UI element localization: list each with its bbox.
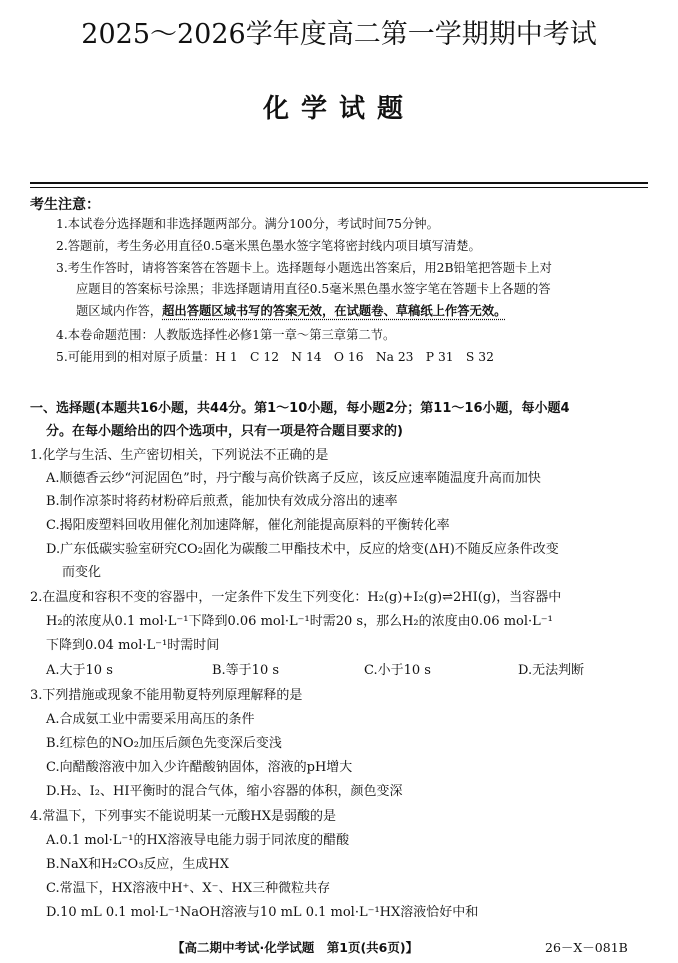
notice-item: 1.本试卷分选择题和非选择题两部分。满分100分，考试时间75分钟。 [56,217,439,231]
question-option: C.常温下，HX溶液中H⁺、X⁻、HX三种微粒共存 [46,881,331,896]
notice-item: 3.考生作答时，请将答案答在答题卡上。选择题每小题选出答案后，用2B铅笔把答题卡上对 [56,261,552,275]
question-options-row [0,660,678,682]
question-stem: 4.常温下，下列事实不能说明某一元酸HX是弱酸的是 [30,809,336,824]
question-option: A.大于10 s [46,663,113,678]
page-footer: 【高二期中考试·化学试题 第1页(共6页)】 [172,940,419,955]
header-rule-thick [30,182,648,184]
section-heading-line: 一、选择题(本题共16小题，共44分。第1～10小题，每小题2分；第11～16小题，每小题4 [30,401,570,416]
question-option: D.10 mL 0.1 mol·L⁻¹NaOH溶液与10 mL 0.1 mol·L⁻¹HX溶液恰好中和 [46,905,479,920]
question-option: B.等于10 s [212,663,280,678]
subject-title: 化学试题 [262,94,415,124]
question-option: A.顺德香云纱“河泥固色”时，丹宁酸与高价铁离子反应，该反应速率随温度升高而加快 [46,471,541,486]
question-option-continued: 而变化 [62,565,102,580]
notice-emphasis: 超出答题区域书写的答案无效，在试题卷、草稿纸上作答无效。 [162,304,507,318]
question-stem: 2.在温度和容积不变的容器中，一定条件下发生下列变化：H₂(g)+I₂(g)⇌2HI(g)，当容器中 [30,590,562,605]
question-option: B.NaX和H₂CO₃反应，生成HX [46,857,230,872]
question-option: D.广东低碳实验室研究CO₂固化为碳酸二甲酯技术中，反应的焓变(ΔH)不随反应条件改变 [46,542,559,557]
question-option: C.向醋酸溶液中加入少许醋酸钠固体，溶液的pH增大 [46,760,353,775]
section-heading [30,397,655,443]
question-option: A.合成氨工业中需要采用高压的条件 [46,712,255,727]
question-option: D.无法判断 [518,663,585,678]
notice-item: 应题目的答案标号涂黑；非选择题请用直径0.5毫米黑色墨水签字笔在答题卡上各题的答 [76,282,551,296]
notice-item: 2.答题前，考生务必用直径0.5毫米黑色墨水签字笔将密封线内项目填写清楚。 [56,239,481,253]
question-option: C.揭阳废塑料回收用催化剂加速降解，催化剂能提高原料的平衡转化率 [46,518,450,533]
question-option: B.制作凉茶时将药材粉碎后煎煮，能加快有效成分溶出的速率 [46,494,398,509]
question-stem-continued: 下降到0.04 mol·L⁻¹时需时间 [46,638,220,653]
section-heading-line: 分。在每小题给出的四个选项中，只有一项是符合题目要求的) [46,424,403,439]
notice-item-text: 题区域内作答， [76,304,163,318]
question-option: A.0.1 mol·L⁻¹的HX溶液导电能力弱于同浓度的醋酸 [46,833,350,848]
question-stem: 3.下列措施或现象不能用勒夏特列原理解释的是 [30,688,303,703]
notice-item: 5.可能用到的相对原子质量：H 1 C 12 N 14 O 16 Na 23 P 31 S 32 [56,350,494,364]
question-option: C.小于10 s [364,663,431,678]
question-stem-continued: H₂的浓度从0.1 mol·L⁻¹下降到0.06 mol·L⁻¹时需20 s，那么H₂的浓度由0.06 mol·L⁻¹ [46,614,553,629]
notice-item [76,301,676,321]
question-option: B.红棕色的NO₂加压后颜色先变深后变浅 [46,736,282,751]
header-rule-thin [30,187,648,188]
question-option: D.H₂、I₂、HI平衡时的混合气体，缩小容器的体积，颜色变深 [46,784,403,799]
notice-item: 4.本卷命题范围：人教版选择性必修1第一章～第三章第二节。 [56,328,396,342]
exam-title: 2025～2026学年度高二第一学期期中考试 [81,19,597,50]
paper-code: 26－X－081B [545,940,628,955]
notice-heading: 考生注意： [30,197,100,213]
question-stem: 1.化学与生活、生产密切相关，下列说法不正确的是 [30,448,329,463]
